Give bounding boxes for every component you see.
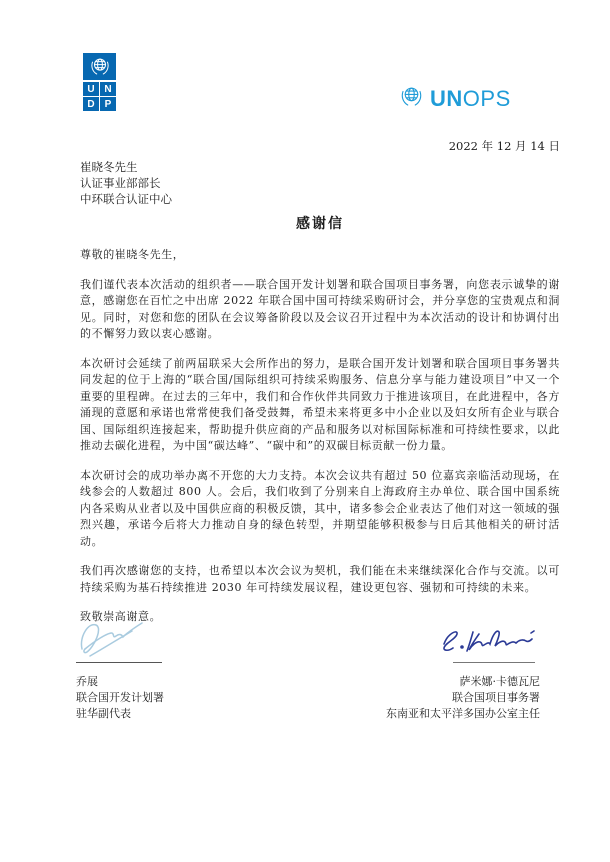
paragraph-1: 我们谨代表本次活动的组织者——联合国开发计划署和联合国项目事务署，向您表示诚挚的谢意，感谢您在百忙之中出席 2022 年联合国中国可持续采购研讨会，并分享您的宝贵观点和洞见。同时，对您和您的团队在会议筹备阶段以及会议召开过程中为本次活动的设计和协调付出的不懈努力致以衷心感谢。 xyxy=(80,277,560,340)
letter-body xyxy=(80,247,560,639)
unops-wordmark-ops: OPS xyxy=(462,85,511,111)
undp-letter-grid xyxy=(83,82,116,111)
salutation: 尊敬的崔晓冬先生， xyxy=(80,248,185,261)
recipient-name: 崔晓冬先生 xyxy=(80,160,138,174)
undp-logo xyxy=(83,53,116,111)
signatory-left-org: 联合国开发计划署 xyxy=(76,691,164,704)
unops-logo xyxy=(399,84,511,113)
paragraph-4: 我们再次感谢您的支持，也希望以本次会议为契机，我们能在未来继续深化合作与交流。以可持续采购为基石持续推进 2030 年可持续发展议程，建设更包容、强韧和可持续的未来。 xyxy=(80,564,560,594)
un-emblem-icon xyxy=(83,53,116,80)
signatory-right-block xyxy=(280,674,540,722)
paragraph-2: 本次研讨会延续了前两届联采大会所作出的努力，是联合国开发计划署和联合国项目事务署共同发起的位于上海的“联合国/国际组织可持续采购服务、信息分享与能力建设项目”中又一个重要的里程碑。在过去的三年中，我们和合作伙伴共同致力于推进该项目，在此进程中，各方涌现的意愿和承诺也常常使我们备受鼓舞，希望未来将更多中小企业以及妇女所有企业与联合国、国际组织连接起来，帮助提升供应商的产品和服务以对标国际标准和可持续性要求，以此推动去碳化进程，为中国“碳达峰”、“碳中和”的双碳目标贡献一份力量。 xyxy=(80,356,560,452)
letter-date: 2022 年 12 月 14 日 xyxy=(448,139,560,153)
signatory-left-name: 乔展 xyxy=(76,675,98,688)
paragraph-3: 本次研讨会的成功举办离不开您的大力支持。本次会议共有超过 50 位嘉宾亲临活动现场，在线参会的人数超过 800 人。会后，我们收到了分别来自上海政府主办单位、联合国中国系统内各采购从业者以及中国供应商的积极反馈，其中，诸多参会企业表达了他们对这一领域的强烈兴趣，承诺今后将大力推动自身的绿色转型，并期望能够积极参与日后其他相关的研讨活动。 xyxy=(80,468,560,548)
signatory-right-name: 萨米娜·卡德瓦尼 xyxy=(459,675,540,688)
un-emblem-icon xyxy=(399,84,424,113)
letter-title: 感谢信 xyxy=(296,216,344,232)
recipient-block xyxy=(80,159,172,207)
unops-wordmark xyxy=(430,87,511,111)
undp-letter-n: N xyxy=(100,82,116,96)
signature-right-icon xyxy=(436,620,540,660)
signatory-right-role: 东南亚和太平洋多国办公室主任 xyxy=(386,707,540,720)
recipient-title: 认证事业部部长 xyxy=(80,176,161,190)
unops-wordmark-un: UN xyxy=(430,85,463,111)
signature-rule-left xyxy=(76,662,162,663)
signature-left-icon xyxy=(76,618,186,660)
undp-letter-p: P xyxy=(100,97,116,111)
signatory-right xyxy=(280,620,540,722)
undp-letter-u: U xyxy=(83,82,99,96)
signature-rule-right xyxy=(453,662,535,663)
closing-line: 致敬崇高谢意。 xyxy=(80,610,162,623)
undp-letter-d: D xyxy=(83,97,99,111)
recipient-org: 中环联合认证中心 xyxy=(80,192,172,206)
signatory-right-org: 联合国项目事务署 xyxy=(452,691,540,704)
signatory-left-role: 驻华副代表 xyxy=(76,707,131,720)
